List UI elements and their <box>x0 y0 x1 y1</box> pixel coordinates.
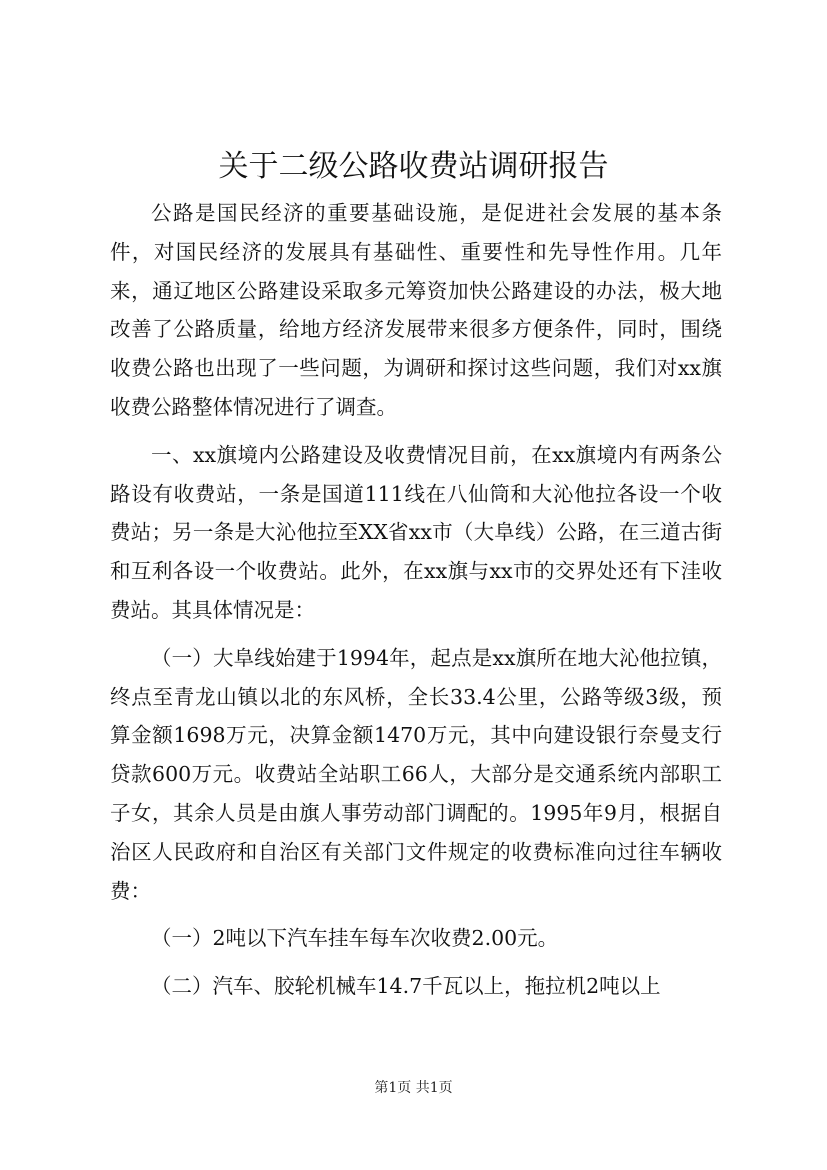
paragraph-intro: 公路是国民经济的重要基础设施，是促进社会发展的基本条件，对国民经济的发展具有基础性、重要性和先导性作用。几年来，通辽地区公路建设采取多元筹资加快公路建设的办法，极大地改善了公路质量，给地方经济发展带来很多方便条件，同时，围绕收费公路也出现了一些问题，为调研和探讨这些问题，我们对xx旗收费公路整体情况进行了调查。 <box>110 201 722 419</box>
document-title: 关于二级公路收费站调研报告 <box>218 149 609 184</box>
paragraph-fee-item-2: （二）汽车、胶轮机械车14.7千瓦以上，拖拉机2吨以上 <box>151 974 661 999</box>
page-number-footer: 第1页 共1页 <box>374 1080 453 1096</box>
document-body <box>110 194 722 1006</box>
paragraph-fee-item-1: （一）2吨以下汽车挂车每车次收费2.00元。 <box>151 926 559 951</box>
paragraph-section-one: 一、xx旗境内公路建设及收费情况目前，在xx旗境内有两条公路设有收费站，一条是国道111线在八仙筒和大沁他拉各设一个收费站；另一条是大沁他拉至XX省xx市（大阜线）公路，在三道古街和互利各设一个收费站。此外，在xx旗与xx市的交界处还有下洼收费站。其具体情况是： <box>110 442 722 622</box>
paragraph-dafu-line: （一）大阜线始建于1994年，起点是xx旗所在地大沁他拉镇，终点至青龙山镇以北的东风桥，全长33.4公里，公路等级3级，预算金额1698万元，决算金额1470万元，其中向建设银行奈曼支行贷款600万元。收费站全站职工66人，大部分是交通系统内部职工子女，其余人员是由旗人事劳动部门调配的。1995年9月，根据自治区人民政府和自治区有关部门文件规定的收费标准向过往车辆收费： <box>110 645 722 903</box>
